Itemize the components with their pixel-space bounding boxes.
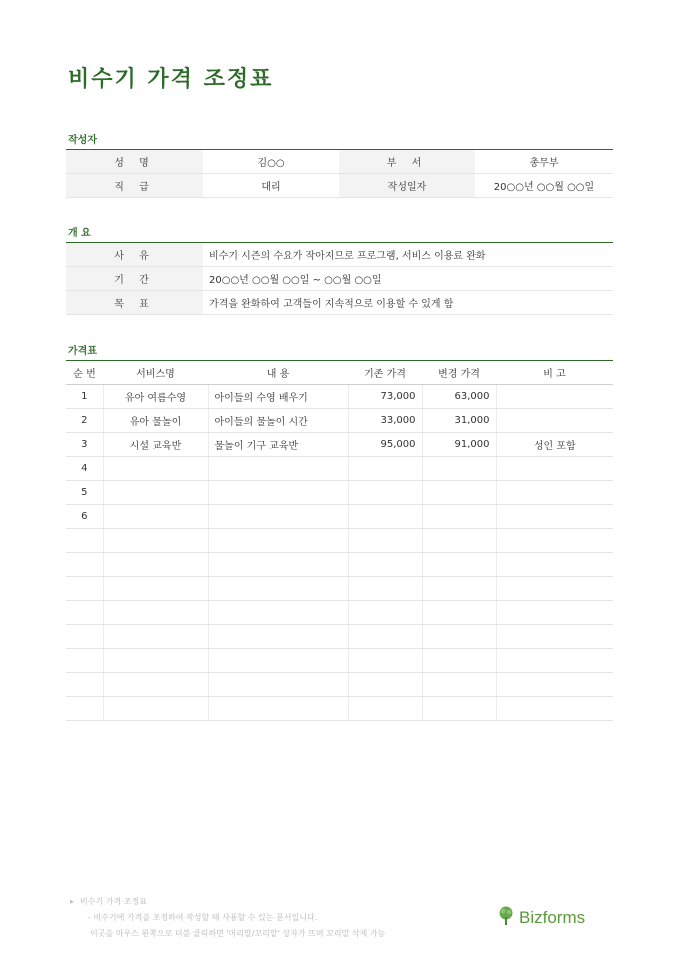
note-cell[interactable]	[496, 625, 613, 649]
header-old-price: 기존 가격	[348, 361, 422, 385]
old-price-cell[interactable]: 95,000	[348, 433, 422, 457]
header-content: 내 용	[208, 361, 348, 385]
service-cell[interactable]	[103, 481, 208, 505]
table-row	[66, 481, 613, 505]
footer-hint: 이곳을 마우스 왼쪽으로 더블 클릭하면 '머리말/꼬리말' 상자가 뜨며 꼬리말 삭제 가능	[90, 929, 386, 938]
old-price-cell[interactable]	[348, 577, 422, 601]
service-cell[interactable]	[103, 673, 208, 697]
name-label: 성 명	[66, 150, 203, 174]
table-row	[66, 409, 613, 433]
table-row	[66, 433, 613, 457]
table-row	[66, 577, 613, 601]
service-cell[interactable]	[103, 697, 208, 721]
service-cell[interactable]	[103, 601, 208, 625]
table-row	[66, 385, 613, 409]
table-row	[66, 150, 613, 174]
table-row	[66, 505, 613, 529]
old-price-cell[interactable]	[348, 601, 422, 625]
author-table	[66, 149, 613, 198]
price-section-label: 가격표	[68, 346, 97, 357]
triangle-bullet-icon: ▸	[70, 897, 75, 906]
new-price-cell[interactable]: 91,000	[422, 433, 496, 457]
table-row	[66, 529, 613, 553]
reason-value[interactable]: 비수기 시즌의 수요가 작아지므로 프로그램, 서비스 이용료 완화	[203, 243, 613, 267]
goal-value[interactable]: 가격을 완화하여 고객들이 지속적으로 이용할 수 있게 함	[203, 291, 613, 315]
old-price-cell[interactable]	[348, 529, 422, 553]
period-label: 기 간	[66, 267, 203, 291]
table-row	[66, 625, 613, 649]
no-cell[interactable]: 5	[66, 481, 103, 505]
header-new-price: 변경 가격	[422, 361, 496, 385]
service-cell[interactable]	[103, 505, 208, 529]
department-value[interactable]: 총무부	[475, 150, 613, 174]
content-cell[interactable]	[208, 697, 348, 721]
no-cell[interactable]	[66, 625, 103, 649]
old-price-cell[interactable]: 33,000	[348, 409, 422, 433]
note-cell[interactable]	[496, 601, 613, 625]
table-row	[66, 457, 613, 481]
page-title: 비수기 가격 조정표	[68, 67, 274, 92]
new-price-cell[interactable]	[422, 505, 496, 529]
old-price-cell[interactable]	[348, 697, 422, 721]
content-cell[interactable]: 물놀이 기구 교육반	[208, 433, 348, 457]
service-cell[interactable]	[103, 649, 208, 673]
department-label: 부 서	[339, 150, 475, 174]
new-price-cell[interactable]: 31,000	[422, 409, 496, 433]
new-price-cell[interactable]	[422, 457, 496, 481]
no-cell[interactable]	[66, 577, 103, 601]
logo-text: Bizforms	[519, 908, 586, 927]
no-cell[interactable]	[66, 529, 103, 553]
reason-label: 사 유	[66, 243, 203, 267]
bizforms-logo	[497, 906, 585, 930]
note-cell[interactable]	[496, 649, 613, 673]
content-cell[interactable]	[208, 649, 348, 673]
table-row	[66, 553, 613, 577]
note-cell[interactable]	[496, 409, 613, 433]
tree-icon	[497, 906, 515, 930]
service-cell[interactable]	[103, 553, 208, 577]
header-service: 서비스명	[103, 361, 208, 385]
old-price-cell[interactable]	[348, 673, 422, 697]
table-row	[66, 174, 613, 198]
new-price-cell[interactable]	[422, 673, 496, 697]
old-price-cell[interactable]: 73,000	[348, 385, 422, 409]
content-cell[interactable]	[208, 673, 348, 697]
overview-table	[66, 242, 613, 315]
note-cell[interactable]	[496, 481, 613, 505]
new-price-cell[interactable]	[422, 481, 496, 505]
content-cell[interactable]	[208, 505, 348, 529]
service-cell[interactable]	[103, 625, 208, 649]
content-cell[interactable]: 아이들의 물놀이 시간	[208, 409, 348, 433]
footer-description: - 비수기에 가격을 조정하여 작성할 때 사용할 수 있는 문서입니다.	[88, 913, 318, 922]
header-note: 비 고	[496, 361, 613, 385]
new-price-cell[interactable]	[422, 529, 496, 553]
date-value[interactable]: 20○○년 ○○월 ○○일	[475, 174, 613, 198]
goal-label: 목 표	[66, 291, 203, 315]
content-cell[interactable]	[208, 457, 348, 481]
table-row	[66, 291, 613, 315]
new-price-cell[interactable]	[422, 625, 496, 649]
name-value[interactable]: 김○○	[203, 150, 339, 174]
content-cell[interactable]	[208, 601, 348, 625]
overview-section-label: 개 요	[68, 228, 91, 239]
service-cell[interactable]: 유아 물놀이	[103, 409, 208, 433]
note-cell[interactable]	[496, 457, 613, 481]
header-no: 순 번	[66, 361, 103, 385]
table-row	[66, 601, 613, 625]
service-cell[interactable]	[103, 529, 208, 553]
content-cell[interactable]	[208, 625, 348, 649]
no-cell[interactable]	[66, 601, 103, 625]
old-price-cell[interactable]	[348, 625, 422, 649]
no-cell[interactable]: 4	[66, 457, 103, 481]
no-cell[interactable]: 2	[66, 409, 103, 433]
new-price-cell[interactable]	[422, 577, 496, 601]
no-cell[interactable]: 6	[66, 505, 103, 529]
note-cell[interactable]	[496, 505, 613, 529]
table-row	[66, 673, 613, 697]
table-row	[66, 697, 613, 721]
old-price-cell[interactable]	[348, 505, 422, 529]
table-row	[66, 267, 613, 291]
note-cell[interactable]	[496, 577, 613, 601]
period-value[interactable]: 20○○년 ○○월 ○○일 ~ ○○월 ○○일	[203, 267, 613, 291]
no-cell[interactable]: 3	[66, 433, 103, 457]
footer-title: 비수기 가격 조정표	[80, 897, 147, 906]
service-cell[interactable]	[103, 457, 208, 481]
content-cell[interactable]	[208, 553, 348, 577]
note-cell[interactable]: 성인 포함	[496, 433, 613, 457]
new-price-cell[interactable]	[422, 553, 496, 577]
new-price-cell[interactable]	[422, 601, 496, 625]
rank-label: 직 급	[66, 174, 203, 198]
new-price-cell[interactable]	[422, 649, 496, 673]
content-cell[interactable]	[208, 529, 348, 553]
no-cell[interactable]	[66, 553, 103, 577]
service-cell[interactable]	[103, 577, 208, 601]
no-cell[interactable]	[66, 697, 103, 721]
service-cell[interactable]: 유아 여름수영	[103, 385, 208, 409]
no-cell[interactable]	[66, 673, 103, 697]
content-cell[interactable]	[208, 577, 348, 601]
note-cell[interactable]	[496, 529, 613, 553]
note-cell[interactable]	[496, 697, 613, 721]
note-cell[interactable]	[496, 673, 613, 697]
rank-value[interactable]: 대리	[203, 174, 339, 198]
no-cell[interactable]: 1	[66, 385, 103, 409]
service-cell[interactable]: 시설 교육반	[103, 433, 208, 457]
footer	[70, 894, 385, 942]
old-price-cell[interactable]	[348, 553, 422, 577]
old-price-cell[interactable]	[348, 649, 422, 673]
old-price-cell[interactable]	[348, 481, 422, 505]
new-price-cell[interactable]: 63,000	[422, 385, 496, 409]
price-table	[66, 360, 613, 721]
new-price-cell[interactable]	[422, 697, 496, 721]
date-label: 작성일자	[339, 174, 475, 198]
no-cell[interactable]	[66, 649, 103, 673]
table-row	[66, 649, 613, 673]
content-cell[interactable]: 아이들의 수영 배우기	[208, 385, 348, 409]
note-cell[interactable]	[496, 385, 613, 409]
content-cell[interactable]	[208, 481, 348, 505]
note-cell[interactable]	[496, 553, 613, 577]
table-row	[66, 243, 613, 267]
old-price-cell[interactable]	[348, 457, 422, 481]
author-section-label: 작성자	[68, 135, 97, 146]
table-header-row	[66, 361, 613, 385]
